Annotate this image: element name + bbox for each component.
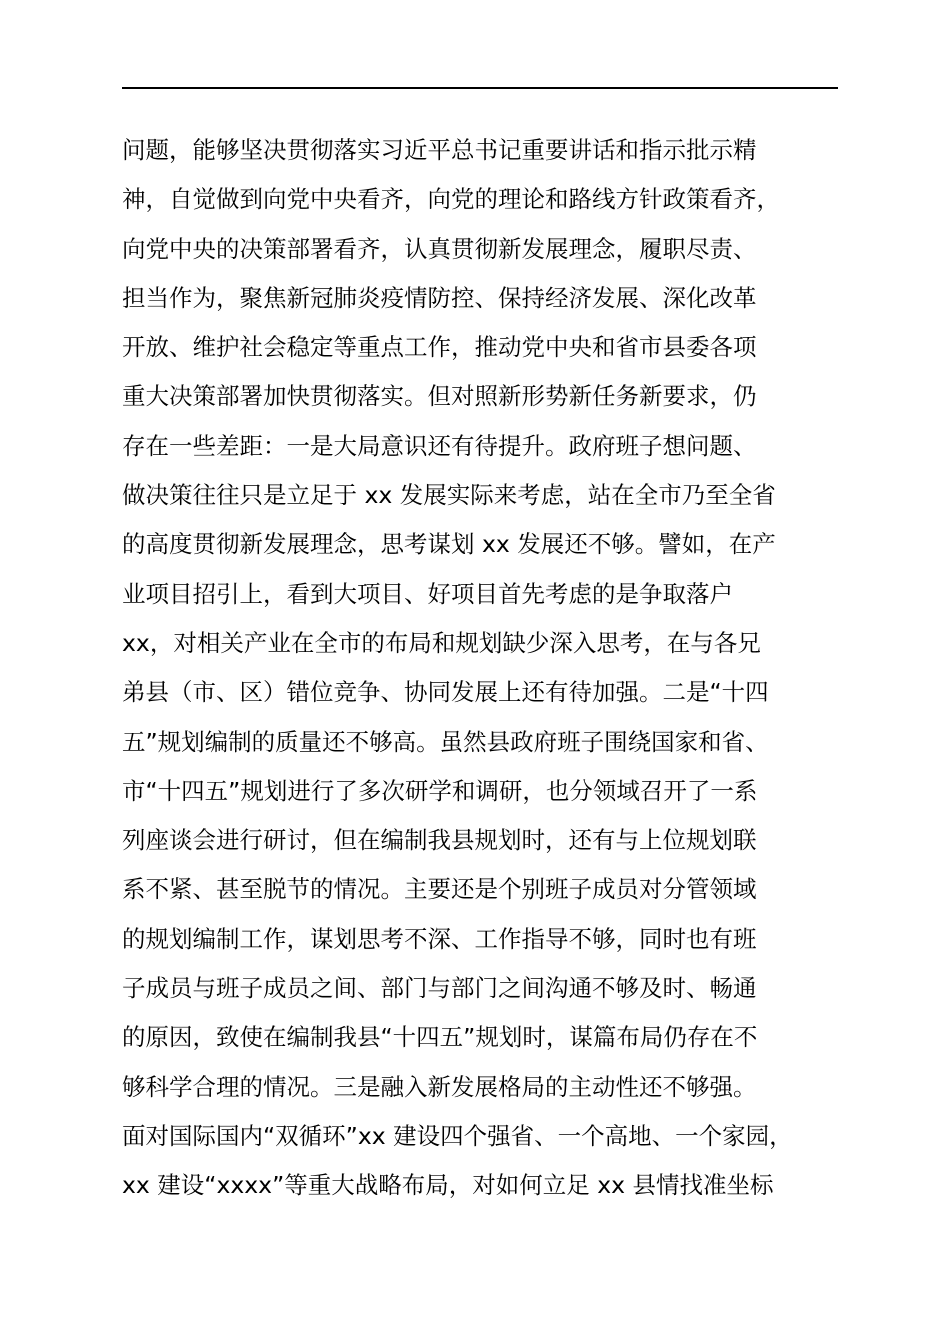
text-line: 够科学合理的情况。三是融入新发展格局的主动性还不够强。 <box>122 1072 757 1101</box>
header-rule <box>122 87 838 89</box>
text-line: 的原因，致使在编制我县“十四五”规划时，谋篇布局仍存在不 <box>122 1023 758 1052</box>
text-line: 存在一些差距：一是大局意识还有待提升。政府班子想问题、 <box>122 431 757 460</box>
text-line: xx 建设“xxxx”等重大战略布局，对如何立足 xx 县情找准坐标 <box>122 1171 774 1200</box>
text-line: 向党中央的决策部署看齐，认真贯彻新发展理念，履职尽责、 <box>122 234 757 263</box>
text-line: 重大决策部署加快贯彻落实。但对照新形势新任务新要求，仍 <box>122 382 757 411</box>
text-line: 弟县（市、区）错位竞争、协同发展上还有待加强。二是“十四 <box>122 678 769 707</box>
text-line: xx，对相关产业在全市的布局和规划缺少深入思考，在与各兄 <box>122 628 761 657</box>
text-line: 的规划编制工作，谋划思考不深、工作指导不够，同时也有班 <box>122 924 757 953</box>
text-line: 列座谈会进行研讨，但在编制我县规划时，还有与上位规划联 <box>122 826 757 855</box>
text-line: 市“十四五”规划进行了多次研学和调研，也分领域召开了一系 <box>122 776 758 805</box>
text-line: 担当作为，聚焦新冠肺炎疫情防控、保持经济发展、深化改革 <box>122 283 757 312</box>
text-line: 的高度贯彻新发展理念，思考谋划 xx 发展还不够。譬如，在产 <box>122 530 776 559</box>
text-line: 子成员与班子成员之间、部门与部门之间沟通不够及时、畅通 <box>122 974 757 1003</box>
body-text <box>122 126 852 1211</box>
text-line: 做决策往往只是立足于 xx 发展实际来考虑，站在全市乃至全省 <box>122 481 776 510</box>
text-line: 开放、维护社会稳定等重点工作，推动党中央和省市县委各项 <box>122 333 757 362</box>
text-line: 神，自觉做到向党中央看齐，向党的理论和路线方针政策看齐， <box>122 185 780 214</box>
text-line: 系不紧、甚至脱节的情况。主要还是个别班子成员对分管领域 <box>122 875 757 904</box>
text-line: 面对国际国内“双循环”xx 建设四个强省、一个高地、一个家园， <box>122 1121 793 1150</box>
text-line: 问题，能够坚决贯彻落实习近平总书记重要讲话和指示批示精 <box>122 136 757 164</box>
text-line: 业项目招引上，看到大项目、好项目首先考虑的是争取落户 <box>122 579 733 608</box>
text-line: 五”规划编制的质量还不够高。虽然县政府班子围绕国家和省、 <box>122 727 769 756</box>
